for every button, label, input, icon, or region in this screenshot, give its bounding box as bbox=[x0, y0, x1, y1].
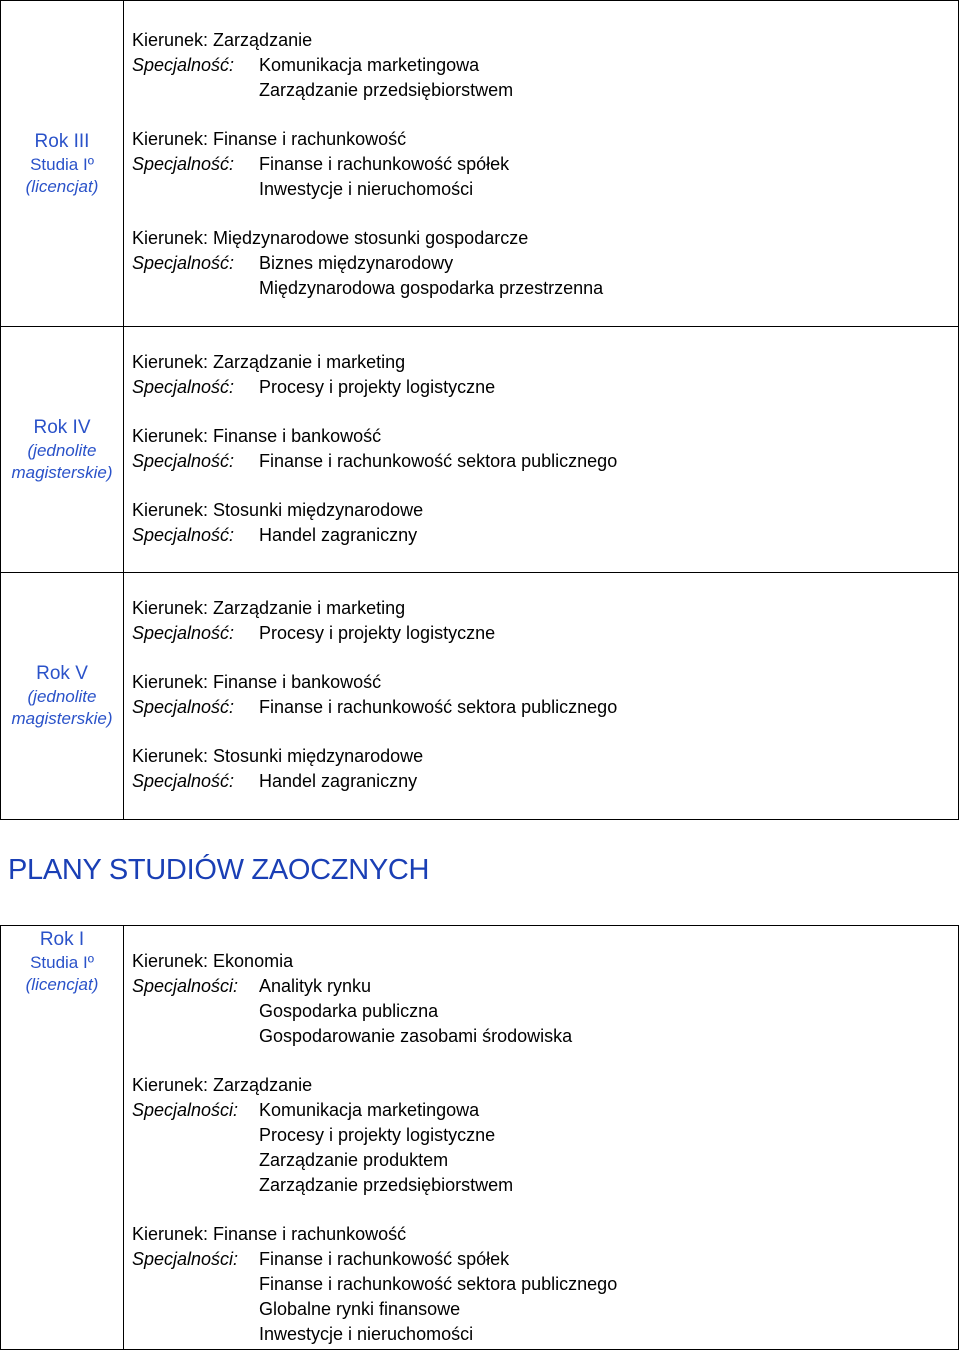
spec-label: Specjalności: bbox=[132, 1249, 239, 1269]
spec-value: Handel zagraniczny bbox=[259, 771, 418, 791]
year-subtitle: (jednolite bbox=[27, 687, 97, 706]
year-note: (licencjat) bbox=[25, 176, 99, 196]
table-row-rok-i bbox=[1, 926, 958, 1349]
spec-label: Specjalności: bbox=[132, 1100, 239, 1120]
spec-value: Handel zagraniczny bbox=[259, 525, 418, 545]
program-block bbox=[132, 1073, 958, 1198]
spec-line bbox=[132, 449, 958, 474]
spec-label-empty bbox=[132, 276, 259, 301]
spec-label-empty bbox=[132, 999, 259, 1024]
section-title: PLANY STUDIÓW ZAOCZNYCH bbox=[8, 854, 430, 886]
spec-line bbox=[132, 152, 958, 177]
spec-value: Finanse i rachunkowość sektora publicznego bbox=[259, 451, 618, 471]
program-list bbox=[124, 573, 958, 819]
year-note: magisterskie) bbox=[11, 709, 113, 728]
kierunek-heading: Kierunek: Finanse i bankowość bbox=[132, 426, 382, 446]
spec-label-empty bbox=[132, 1123, 259, 1148]
spec-label-empty bbox=[132, 1173, 259, 1198]
spec-line bbox=[132, 251, 958, 276]
year-title: Rok I bbox=[39, 929, 85, 950]
spec-line bbox=[132, 1024, 958, 1049]
program-block bbox=[132, 949, 958, 1049]
program-block bbox=[132, 670, 958, 720]
spec-line bbox=[132, 695, 958, 720]
spec-line bbox=[132, 974, 958, 999]
spec-label-empty bbox=[132, 1297, 259, 1322]
kierunek-heading: Kierunek: Finanse i rachunkowość bbox=[132, 1224, 407, 1244]
spec-label: Specjalność: bbox=[132, 623, 235, 643]
program-block bbox=[132, 744, 958, 794]
spec-value: Finanse i rachunkowość spółek bbox=[259, 1249, 510, 1269]
spec-label-empty bbox=[132, 1024, 259, 1049]
kierunek-heading: Kierunek: Stosunki międzynarodowe bbox=[132, 746, 424, 766]
spec-value: Finanse i rachunkowość spółek bbox=[259, 154, 510, 174]
kierunek-heading: Kierunek: Finanse i bankowość bbox=[132, 672, 382, 692]
spec-label: Specjalność: bbox=[132, 154, 235, 174]
spec-line bbox=[132, 523, 958, 548]
spec-value: Globalne rynki finansowe bbox=[259, 1299, 461, 1319]
spec-label: Specjalność: bbox=[132, 55, 235, 75]
spec-line bbox=[132, 1173, 958, 1198]
program-block bbox=[132, 226, 958, 301]
year-title: Rok IV bbox=[33, 416, 91, 438]
spec-line bbox=[132, 1272, 958, 1297]
table-row-rok-iii bbox=[1, 1, 958, 327]
year-subtitle: Studia Iº bbox=[30, 953, 94, 972]
spec-line bbox=[132, 1098, 958, 1123]
year-note: (licencjat) bbox=[25, 975, 99, 994]
year-title: Rok III bbox=[34, 130, 90, 152]
spec-line bbox=[132, 999, 958, 1024]
spec-value: Zarządzanie produktem bbox=[259, 1150, 449, 1170]
spec-value: Inwestycje i nieruchomości bbox=[259, 1324, 474, 1344]
spec-line bbox=[132, 769, 958, 794]
year-cell bbox=[1, 573, 124, 819]
spec-line bbox=[132, 276, 958, 301]
spec-line bbox=[132, 53, 958, 78]
year-title: Rok V bbox=[36, 663, 88, 684]
kierunek-heading: Kierunek: Zarządzanie i marketing bbox=[132, 598, 406, 618]
spec-label: Specjalność: bbox=[132, 451, 235, 471]
spec-label-empty bbox=[132, 78, 259, 103]
spec-line bbox=[132, 177, 958, 202]
table-row-rok-v bbox=[1, 573, 958, 819]
year-cell bbox=[1, 926, 124, 1349]
spec-value: Zarządzanie przedsiębiorstwem bbox=[259, 80, 514, 100]
spec-label: Specjalność: bbox=[132, 771, 235, 791]
spec-line bbox=[132, 1297, 958, 1322]
spec-label: Specjalność: bbox=[132, 377, 235, 397]
program-block bbox=[132, 424, 958, 474]
spec-line bbox=[132, 1322, 958, 1347]
spec-label: Specjalność: bbox=[132, 525, 235, 545]
kierunek-heading: Kierunek: Zarządzanie bbox=[132, 30, 313, 50]
spec-value: Finanse i rachunkowość sektora publicznego bbox=[259, 697, 618, 717]
spec-value: Gospodarowanie zasobami środowiska bbox=[259, 1026, 573, 1046]
kierunek-heading: Kierunek: Stosunki międzynarodowe bbox=[132, 500, 424, 520]
spec-value: Procesy i projekty logistyczne bbox=[259, 377, 496, 397]
year-subtitle: Studia Iº bbox=[30, 154, 94, 174]
spec-value: Finanse i rachunkowość sektora publicznego bbox=[259, 1274, 618, 1294]
spec-label: Specjalność: bbox=[132, 697, 235, 717]
spec-line bbox=[132, 621, 958, 646]
table-row-rok-iv bbox=[1, 327, 958, 573]
kierunek-heading: Kierunek: Zarządzanie bbox=[132, 1075, 313, 1095]
year-cell bbox=[1, 327, 124, 572]
spec-value: Gospodarka publiczna bbox=[259, 1001, 439, 1021]
spec-value: Zarządzanie przedsiębiorstwem bbox=[259, 1175, 514, 1195]
year-subtitle: (jednolite bbox=[27, 440, 97, 460]
study-plan-table-zaoczne bbox=[0, 925, 959, 1350]
spec-label-empty bbox=[132, 1272, 259, 1297]
spec-label-empty bbox=[132, 177, 259, 202]
program-block bbox=[132, 596, 958, 646]
spec-value: Inwestycje i nieruchomości bbox=[259, 179, 474, 199]
spec-value: Procesy i projekty logistyczne bbox=[259, 1125, 496, 1145]
program-list bbox=[124, 926, 958, 1349]
kierunek-heading: Kierunek: Finanse i rachunkowość bbox=[132, 129, 407, 149]
program-block bbox=[132, 498, 958, 548]
spec-value: Biznes międzynarodowy bbox=[259, 253, 454, 273]
spec-line bbox=[132, 375, 958, 400]
spec-value: Procesy i projekty logistyczne bbox=[259, 623, 496, 643]
program-block bbox=[132, 127, 958, 202]
program-block bbox=[132, 28, 958, 103]
spec-label: Specjalności: bbox=[132, 976, 239, 996]
program-block bbox=[132, 1222, 958, 1347]
spec-line bbox=[132, 78, 958, 103]
year-cell bbox=[1, 1, 124, 326]
spec-label: Specjalność: bbox=[132, 253, 235, 273]
spec-value: Analityk rynku bbox=[259, 976, 372, 996]
kierunek-heading: Kierunek: Ekonomia bbox=[132, 951, 294, 971]
year-note: magisterskie) bbox=[11, 462, 113, 482]
spec-label-empty bbox=[132, 1322, 259, 1347]
spec-line bbox=[132, 1123, 958, 1148]
spec-label-empty bbox=[132, 1148, 259, 1173]
spec-value: Komunikacja marketingowa bbox=[259, 55, 480, 75]
kierunek-heading: Kierunek: Międzynarodowe stosunki gospodarcze bbox=[132, 228, 529, 248]
spec-value: Międzynarodowa gospodarka przestrzenna bbox=[259, 278, 604, 298]
spec-value: Komunikacja marketingowa bbox=[259, 1100, 480, 1120]
program-list bbox=[124, 327, 958, 572]
program-list bbox=[124, 1, 958, 326]
spec-line bbox=[132, 1247, 958, 1272]
program-block bbox=[132, 350, 958, 400]
kierunek-heading: Kierunek: Zarządzanie i marketing bbox=[132, 352, 406, 372]
spec-line bbox=[132, 1148, 958, 1173]
